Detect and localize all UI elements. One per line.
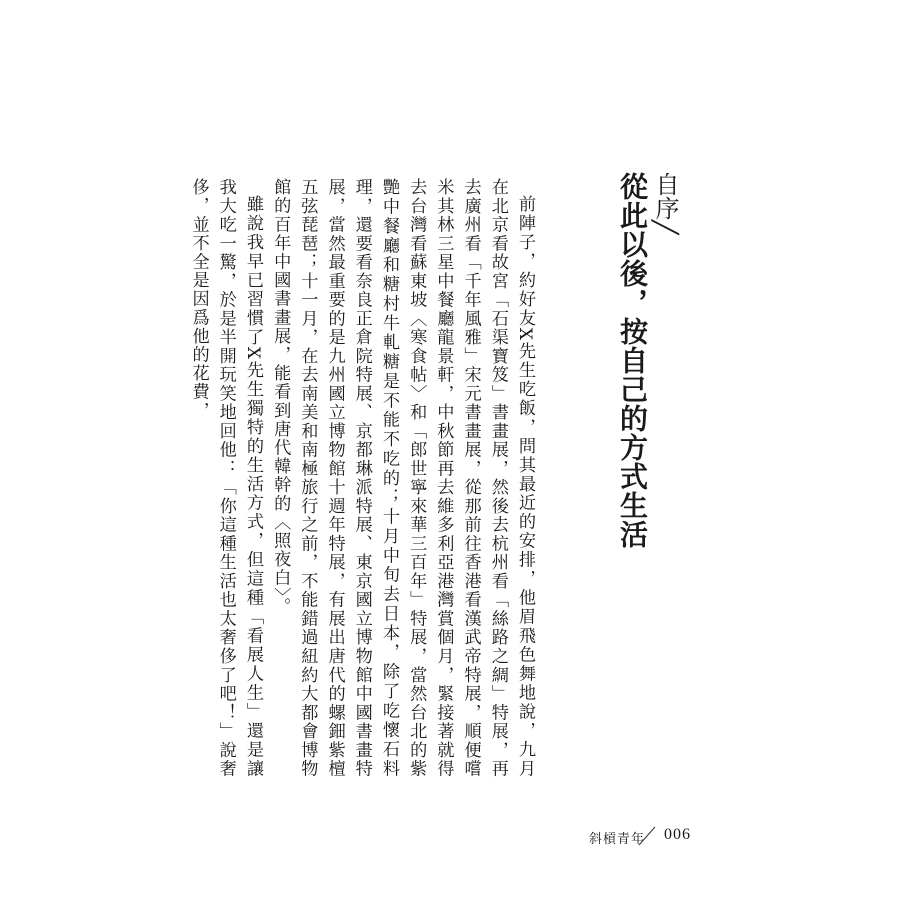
preface-heading (616, 168, 678, 549)
running-title: 斜槓青年 (589, 832, 646, 847)
body-text (188, 178, 538, 778)
paragraph-1: 前陣子，約好友X先生吃飯，問其最近的安排，他眉飛色舞地說，九月在北京看故宮「石渠寶笈」書畫展，然後去杭州看「絲路之綢」特展，再去廣州看「千年風雅」宋元書畫展，從那前往香港看漢武帝特展，順便嚐米其林三星中餐廳龍景軒，中秋節再去維多利亞港灣賞個月，緊接著就得去台灣看蘇東坡〈寒食帖〉和「郎世寧來華三百年」特展，當然台北的紫艷中餐廳和糖村牛軋糖是不能不吃的；十月中旬去日本，除了吃懷石料理，還要看奈良正倉院特展、京都琳派特展、東京國立博物館中國書畫特展，當然最重要的是九州國立博物館十週年特展，有展出唐代的螺鈿紫檀五弦琵琶；十一月，在去南美和南極旅行之前，不能錯過紐約大都會博物館的百年中國書畫展，能看到唐代韓幹的〈照夜白〉。 (270, 178, 535, 778)
preface-label: 自序╱ (651, 172, 679, 235)
paragraph-2: 雖說我早已習慣了X先生獨特的生活方式，但這種「看展人生」還是讓我大吃一驚，於是半開玩笑地回他：「你這種生活也太奢侈了吧！」說奢侈，並不全是因爲他的花費， (188, 178, 263, 778)
chapter-title: 從此以後，按自己的方式生活 (616, 172, 649, 549)
slash-divider-icon (637, 826, 657, 846)
page-number: 006 (664, 826, 691, 843)
